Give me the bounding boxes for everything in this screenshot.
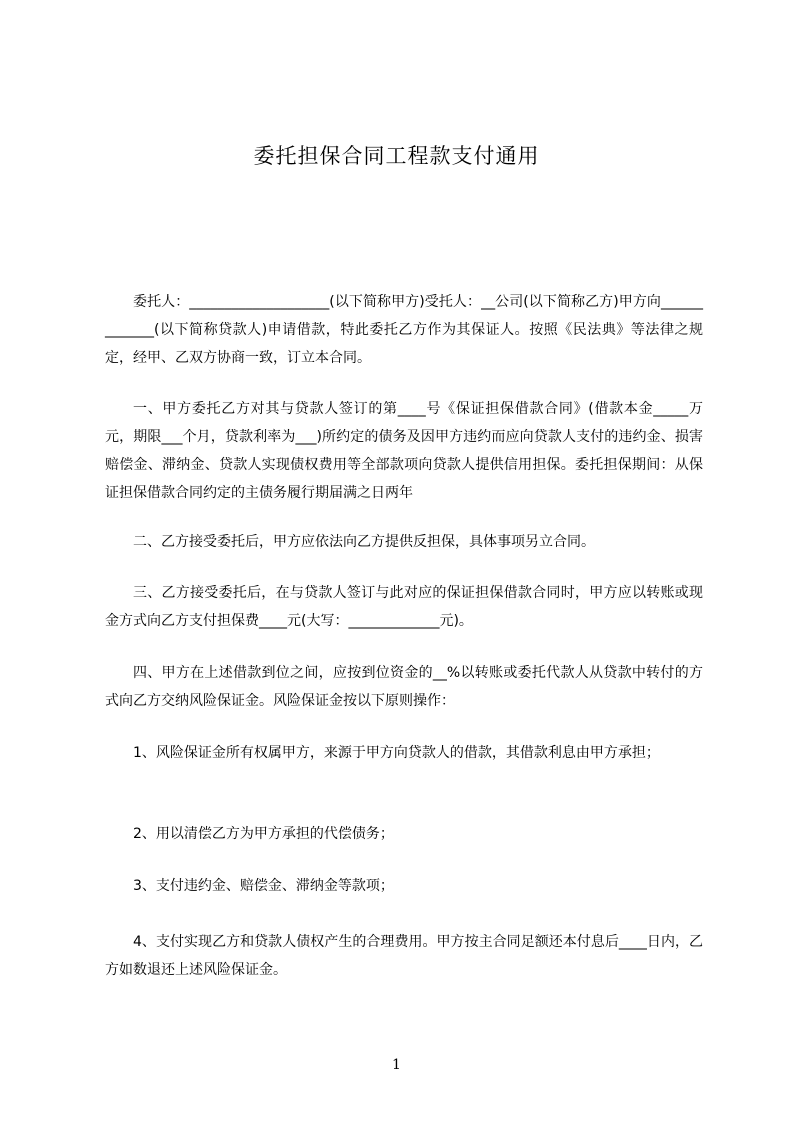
paragraph-clause-4: 四、甲方在上述借款到位之间，应按到位资金的__%以转账或委托代款人从贷款中转付的方式向乙方交纳风险保证金。风险保证金按以下原则操作： <box>105 665 703 709</box>
paragraph-item-4: 4、支付实现乙方和贷款人债权产生的合理费用。甲方按主合同足额还本付息后____日内，乙方如数退还上述风险保证金。 <box>105 934 703 978</box>
paragraph-clause-3: 三、乙方接受委托后，在与贷款人签订与此对应的保证担保借款合同时，甲方应以转账或现金方式向乙方支付担保费____元(大写：_____________元)。 <box>105 585 703 629</box>
paragraph-item-3: 3、支付违约金、赔偿金、滞纳金等款项； <box>133 878 394 894</box>
paragraph-item-1: 1、风险保证金所有权属甲方，来源于甲方向贷款人的借款，其借款利息由甲方承担； <box>133 745 660 761</box>
paragraph-clause-1: 一、甲方委托乙方对其与贷款人签订的第____号《保证担保借款合同》(借款本金_____万元，期限___个月，贷款利率为___)所约定的债务及因甲方违约而应向贷款人支付的违约金、损害赔偿金、滞纳金、贷款人实现债权费用等全部款项向贷款人提供信用担保。委托担保期间：从保证担保借款合同约定的主债务履行期届满之日两年 <box>105 401 703 501</box>
paragraph-parties: 委托人：____________________(以下简称甲方)受托人：__公司(以下简称乙方)甲方向_____________(以下简称贷款人)申请借款，特此委托乙方作为其保证人。按照《民法典》等法律之规定，经甲、乙双方协商一致，订立本合同。 <box>105 294 703 366</box>
document-title: 委托担保合同工程款支付通用 <box>253 144 540 168</box>
paragraph-clause-2: 二、乙方接受委托后，甲方应依法向乙方提供反担保，具体事项另立合同。 <box>133 534 595 550</box>
paragraph-item-2: 2、用以清偿乙方为甲方承担的代偿债务； <box>133 826 394 842</box>
page-number: 1 <box>392 1057 401 1073</box>
